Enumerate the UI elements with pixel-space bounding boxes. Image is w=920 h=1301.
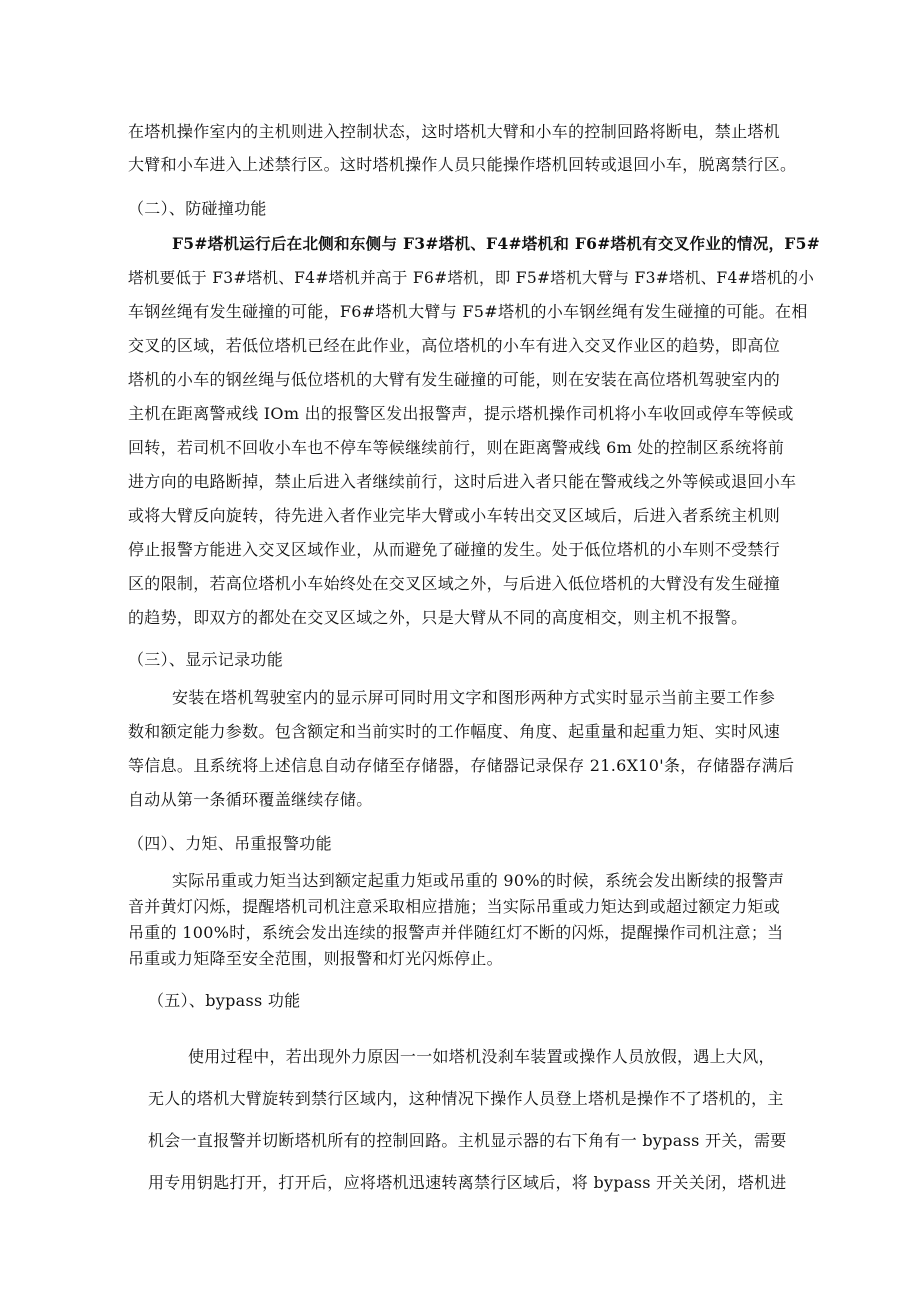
body-text-line: 音并黄灯闪烁，提醒塔机司机注意采取相应措施；当实际吊重或力矩达到或超过额定力矩或: [128, 897, 781, 916]
body-text-line: 车钢丝绳有发生碰撞的可能，F6#塔机大臂与 F5#塔机的小车钢丝绳有发生碰撞的可能。在相: [128, 302, 808, 321]
body-text-line: 无人的塔机大臂旋转到禁行区域内，这种情况下操作人员登上塔机是操作不了塔机的，主: [148, 1089, 784, 1108]
body-text-line: 塔机的小车的钢丝绳与低位塔机的大臂有发生碰撞的可能，则在安装在高位塔机驾驶室内的: [128, 370, 781, 389]
body-text-line: 大臂和小车进入上述禁行区。这时塔机操作人员只能操作塔机回转或退回小车，脱离禁行区。: [128, 155, 797, 174]
body-text-line: 吊重或力矩降至安全范围，则报警和灯光闪烁停止。: [128, 949, 503, 968]
body-text-line: 主机在距离警戒线 IOm 出的报警区发出报警声，提示塔机操作司机将小车收回或停车等候或: [128, 404, 794, 423]
section-heading-anti-collision: （二）、防碰撞功能: [128, 199, 267, 218]
body-text-line: 交叉的区域，若低位塔机已经在此作业，高位塔机的小车有进入交叉作业区的趋势，即高位: [128, 336, 781, 355]
body-text-line: 在塔机操作室内的主机则进入控制状态，这时塔机大臂和小车的控制回路将断电，禁止塔机: [128, 122, 781, 141]
body-text-line: 停止报警方能进入交叉区域作业，从而避免了碰撞的发生。处于低位塔机的小车则不受禁行: [128, 540, 781, 559]
body-text-line: 回转，若司机不回收小车也不停车等候继续前行，则在距离警戒线 6m 处的控制区系统将前: [128, 438, 785, 457]
body-text-line: 实际吊重或力矩当达到额定起重力矩或吊重的 90%的时候，系统会发出断续的报警声: [172, 871, 785, 890]
body-text-line: 区的限制，若高位塔机小车始终处在交叉区域之外，与后进入低位塔机的大臂没有发生碰撞: [128, 574, 781, 593]
body-text-line: 吊重的 100%时，系统会发出连续的报警声并伴随红灯不断的闪烁，提醒操作司机注意；当: [128, 923, 784, 942]
body-text-line: 机会一直报警并切断塔机所有的控制回路。主机显示器的右下角有一 bypass 开关，需要: [148, 1131, 787, 1150]
section-heading-display-record: （三）、显示记录功能: [128, 650, 284, 669]
body-text-line: 或将大臂反向旋转，待先进入者作业完毕大臂或小车转出交叉区域后，后进入者系统主机则: [128, 506, 781, 525]
body-text-line: 安装在塔机驾驶室内的显示屏可同时用文字和图形两种方式实时显示当前主要工作参: [172, 688, 776, 707]
body-text-line: 进方向的电路断掉，禁止后进入者继续前行，这时后进入者只能在警戒线之外等候或退回小车: [128, 472, 797, 491]
body-text-line: 的趋势，即双方的都处在交叉区域之外，只是大臂从不同的高度相交，则主机不报警。: [128, 608, 748, 627]
body-text-line: F5#塔机运行后在北侧和东侧与 F3#塔机、F4#塔机和 F6#塔机有交叉作业的情况，F5#: [172, 234, 820, 253]
body-text-line: 数和额定能力参数。包含额定和当前实时的工作幅度、角度、起重量和起重力矩、实时风速: [128, 722, 781, 741]
section-heading-torque-alarm: （四）、力矩、吊重报警功能: [128, 834, 332, 853]
body-text-line: 塔机要低于 F3#塔机、F4#塔机并高于 F6#塔机，即 F5#塔机大臂与 F3#塔机、F4#塔机的小: [128, 269, 815, 287]
body-text-line: 自动从第一条循环覆盖继续存储。: [128, 790, 373, 809]
body-text-line: 等信息。且系统将上述信息自动存储至存储器，存储器记录保存 21.6X10'条，存储器存满后: [128, 756, 795, 775]
body-text-line: 使用过程中，若出现外力原因一一如塔机没刹车装置或操作人员放假，遇上大风，: [188, 1047, 775, 1066]
body-text-line: 用专用钥匙打开，打开后，应将塔机迅速转离禁行区域后，将 bypass 开关关闭，塔机进: [148, 1173, 787, 1192]
section-heading-bypass: （五）、bypass 功能: [148, 991, 301, 1010]
